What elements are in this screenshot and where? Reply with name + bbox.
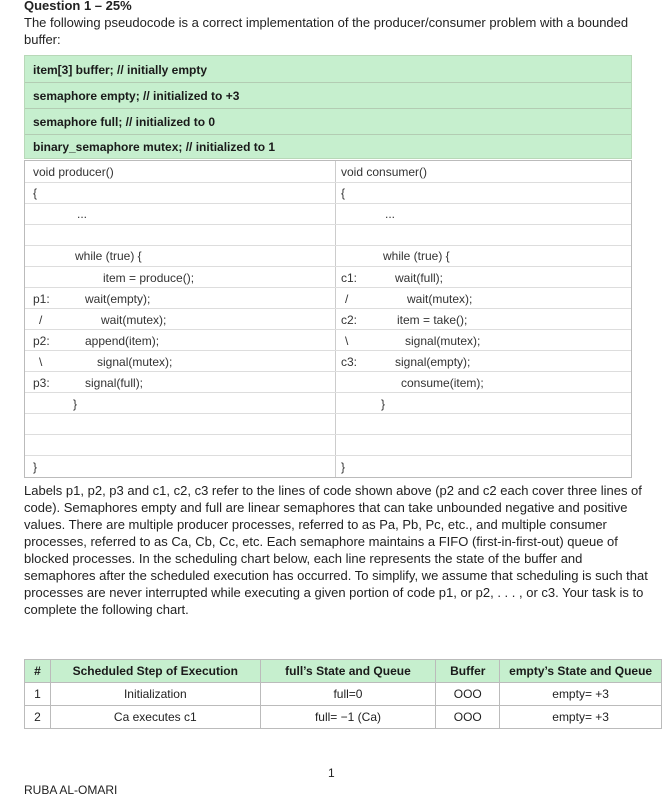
producer-close: } <box>33 460 38 474</box>
row-divider <box>25 434 631 435</box>
author-footer: RUBA AL-OMARI <box>24 783 118 797</box>
description-paragraph: Labels p1, p2, p3 and c1, c2, c3 refer to the lines of code shown above (p2 and c2 each cover three lines of code). Semaphores empty and full are linear semaphores that can take unbounded negative and positive values. There are multiple producer processes, referred to as Pa, Pb, Pc, etc., and multiple consumer processes, referred to as Ca, Cb, Cc, etc. Each semaphore maintains a FIFO (first-in-first-out) queue of blocked processes. In the scheduling chart below, each line represents the state of the buffer and semaphores after the scheduled execution has occurred. To simplify, we assume that scheduling is such that processes are never interrupted while executing a given portion of code p1, or p2, . . . , or c3. Your task is to complete the following chart. <box>24 483 648 617</box>
producer-signal-full: signal(full); <box>85 376 144 390</box>
declaration-full: semaphore full; // initialized to 0 <box>33 115 216 129</box>
row-divider <box>25 287 631 288</box>
producer-inner-close: } <box>73 397 78 411</box>
declarations-box <box>24 55 632 159</box>
c2-slash: / <box>345 292 349 306</box>
c2-backslash: \ <box>345 334 349 348</box>
declaration-empty: semaphore empty; // initialized to +3 <box>33 89 240 103</box>
divider <box>25 82 631 83</box>
declaration-mutex: binary_semaphore mutex; // initialized to 1 <box>33 140 276 154</box>
row-divider <box>25 266 631 267</box>
consumer-wait-mutex: wait(mutex); <box>407 292 473 306</box>
p2-slash: / <box>39 313 43 327</box>
producer-header: void producer() <box>33 165 114 179</box>
p1-label: p1: <box>33 292 50 306</box>
producer-append: append(item); <box>85 334 160 348</box>
producer-ellipsis: ... <box>77 207 88 221</box>
table-row <box>25 683 662 706</box>
row-divider <box>25 224 631 225</box>
row-step: Ca executes c1 <box>50 706 260 729</box>
table-row <box>25 706 662 729</box>
code-table <box>24 160 632 478</box>
producer-wait-mutex: wait(mutex); <box>101 313 167 327</box>
intro-text: The following pseudocode is a correct implementation of the producer/consumer problem with a bounded buffer: <box>24 15 629 47</box>
p2-label: p2: <box>33 334 50 348</box>
c3-label: c3: <box>341 355 358 369</box>
row-divider <box>25 245 631 246</box>
consumer-signal-mutex: signal(mutex); <box>405 334 481 348</box>
consumer-header: void consumer() <box>341 165 428 179</box>
row-divider <box>25 350 631 351</box>
column-divider <box>335 161 336 477</box>
row-empty-state: empty= +3 <box>500 706 662 729</box>
row-full-state: full=0 <box>260 683 436 706</box>
row-divider <box>25 371 631 372</box>
divider <box>25 134 631 135</box>
consumer-ellipsis: ... <box>385 207 396 221</box>
header-number: # <box>25 660 51 683</box>
page-number: 1 <box>328 766 335 780</box>
consumer-signal-empty: signal(empty); <box>395 355 471 369</box>
producer-wait-empty: wait(empty); <box>85 292 151 306</box>
question-title: Question 1 – 25% <box>24 0 132 13</box>
row-divider <box>25 455 631 456</box>
schedule-header-row <box>25 660 662 683</box>
header-buffer: Buffer <box>436 660 500 683</box>
consumer-open-brace: { <box>341 186 346 200</box>
row-divider <box>25 413 631 414</box>
declaration-buffer: item[3] buffer; // initially empty <box>33 63 208 77</box>
consumer-close: } <box>341 460 346 474</box>
producer-signal-mutex: signal(mutex); <box>97 355 173 369</box>
consumer-consume: consume(item); <box>401 376 484 390</box>
header-step: Scheduled Step of Execution <box>50 660 260 683</box>
p3-label: p3: <box>33 376 50 390</box>
header-empty-state: empty’s State and Queue <box>500 660 662 683</box>
producer-open-brace: { <box>33 186 38 200</box>
consumer-wait-full: wait(full); <box>395 271 444 285</box>
row-full-state: full= −1 (Ca) <box>260 706 436 729</box>
row-divider <box>25 392 631 393</box>
row-buffer: OOO <box>436 683 500 706</box>
row-divider <box>25 203 631 204</box>
row-number: 1 <box>25 683 51 706</box>
row-empty-state: empty= +3 <box>500 683 662 706</box>
schedule-table <box>24 659 662 729</box>
row-number: 2 <box>25 706 51 729</box>
header-full-state: full’s State and Queue <box>260 660 436 683</box>
producer-while: while (true) { <box>75 249 142 263</box>
row-step: Initialization <box>50 683 260 706</box>
consumer-while: while (true) { <box>383 249 450 263</box>
consumer-take: item = take(); <box>397 313 468 327</box>
row-divider <box>25 329 631 330</box>
row-divider <box>25 308 631 309</box>
p2-backslash: \ <box>39 355 43 369</box>
producer-produce: item = produce(); <box>103 271 195 285</box>
c2-label: c2: <box>341 313 358 327</box>
row-buffer: OOO <box>436 706 500 729</box>
consumer-inner-close: } <box>381 397 386 411</box>
row-divider <box>25 182 631 183</box>
c1-label: c1: <box>341 271 358 285</box>
divider <box>25 108 631 109</box>
